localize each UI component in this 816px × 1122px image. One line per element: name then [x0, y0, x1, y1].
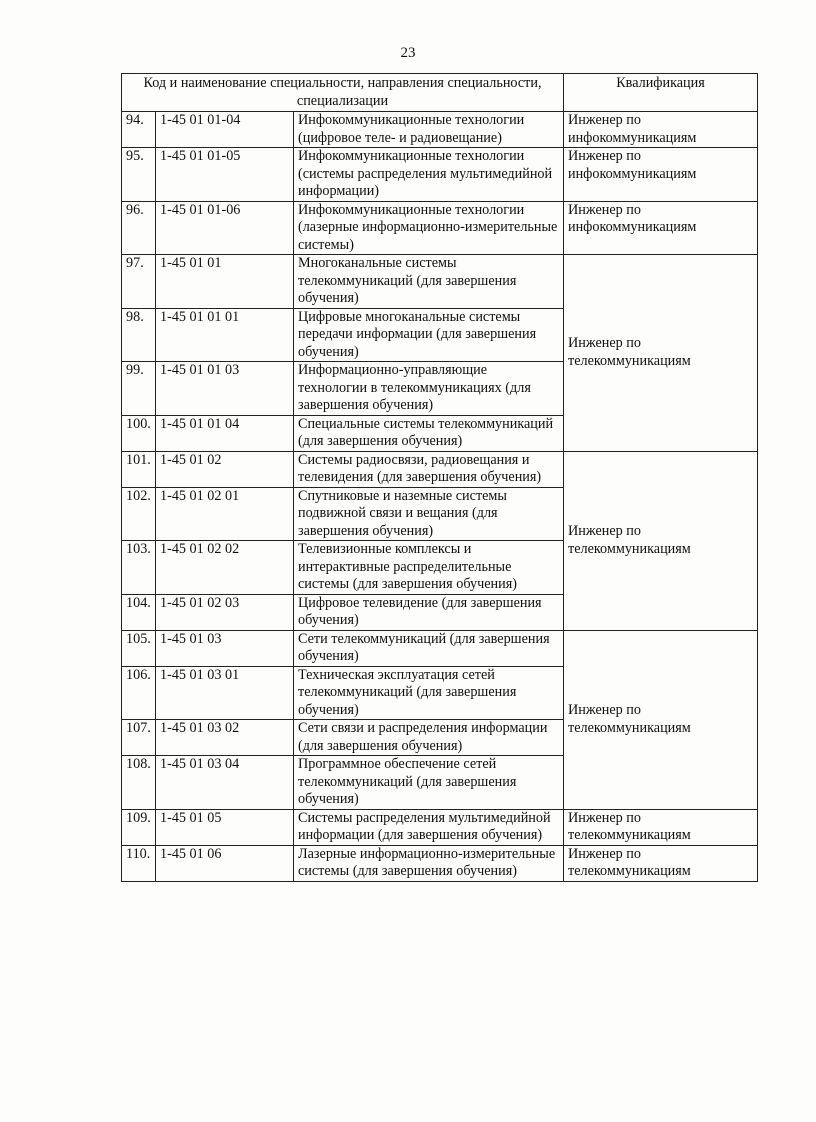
specialty-code: 1-45 01 03 01	[156, 666, 294, 720]
specialty-name: Инфокоммуникационные технологии (лазерные информационно-измерительные системы)	[294, 201, 564, 255]
qualification: Инженер по телекоммуникациям	[564, 451, 758, 630]
row-number: 108.	[122, 756, 156, 810]
page-number: 23	[400, 45, 416, 61]
row-number: 98.	[122, 308, 156, 362]
specialty-code: 1-45 01 03	[156, 630, 294, 666]
row-number: 95.	[122, 148, 156, 202]
row-number: 96.	[122, 201, 156, 255]
row-number: 104.	[122, 594, 156, 630]
specialty-code: 1-45 01 05	[156, 809, 294, 845]
specialty-name: Спутниковые и наземные системы подвижной связи и вещания (для завершения обучения)	[294, 487, 564, 541]
row-number: 100.	[122, 415, 156, 451]
table-row	[122, 255, 758, 309]
specialty-code: 1-45 01 02 01	[156, 487, 294, 541]
table-row	[122, 845, 758, 881]
specialty-name: Информационно-управляющие технологии в телекоммуникациях (для завершения обучения)	[294, 362, 564, 416]
specialty-name: Телевизионные комплексы и интерактивные распределительные системы (для завершения обучения)	[294, 541, 564, 595]
specialty-code: 1-45 01 06	[156, 845, 294, 881]
specialty-table	[121, 73, 758, 882]
table-row	[122, 148, 758, 202]
specialty-name: Цифровые многоканальные системы передачи информации (для завершения обучения)	[294, 308, 564, 362]
specialty-code: 1-45 01 01 04	[156, 415, 294, 451]
row-number: 97.	[122, 255, 156, 309]
specialty-code: 1-45 01 02 03	[156, 594, 294, 630]
specialty-code: 1-45 01 01-06	[156, 201, 294, 255]
table-row	[122, 201, 758, 255]
specialty-name: Специальные системы телекоммуникаций (для завершения обучения)	[294, 415, 564, 451]
row-number: 107.	[122, 720, 156, 756]
qualification: Инженер по телекоммуникациям	[564, 630, 758, 809]
row-number: 109.	[122, 809, 156, 845]
header-qualification: Квалификация	[564, 74, 758, 112]
row-number: 102.	[122, 487, 156, 541]
specialty-code: 1-45 01 03 02	[156, 720, 294, 756]
specialty-code: 1-45 01 01	[156, 255, 294, 309]
specialty-name: Системы радиосвязи, радиовещания и телевидения (для завершения обучения)	[294, 451, 564, 487]
specialty-code: 1-45 01 01 03	[156, 362, 294, 416]
specialty-code: 1-45 01 02	[156, 451, 294, 487]
row-number: 106.	[122, 666, 156, 720]
qualification: Инженер по телекоммуникациям	[564, 809, 758, 845]
specialty-code: 1-45 01 01 01	[156, 308, 294, 362]
qualification: Инженер по инфокоммуникациям	[564, 112, 758, 148]
specialty-code: 1-45 01 01-04	[156, 112, 294, 148]
row-number: 101.	[122, 451, 156, 487]
specialty-name: Техническая эксплуатация сетей телекоммуникаций (для завершения обучения)	[294, 666, 564, 720]
specialty-name: Системы распределения мультимедийной информации (для завершения обучения)	[294, 809, 564, 845]
qualification: Инженер по телекоммуникациям	[564, 255, 758, 452]
row-number: 94.	[122, 112, 156, 148]
specialty-code: 1-45 01 03 04	[156, 756, 294, 810]
specialty-name: Сети телекоммуникаций (для завершения обучения)	[294, 630, 564, 666]
qualification: Инженер по телекоммуникациям	[564, 845, 758, 881]
specialty-name: Инфокоммуникационные технологии (цифровое теле- и радиовещание)	[294, 112, 564, 148]
specialty-name: Программное обеспечение сетей телекоммуникаций (для завершения обучения)	[294, 756, 564, 810]
specialty-name: Многоканальные системы телекоммуникаций (для завершения обучения)	[294, 255, 564, 309]
table-row	[122, 809, 758, 845]
table-row	[122, 451, 758, 487]
specialty-name: Лазерные информационно-измерительные системы (для завершения обучения)	[294, 845, 564, 881]
qualification: Инженер по инфокоммуникациям	[564, 148, 758, 202]
qualification: Инженер по инфокоммуникациям	[564, 201, 758, 255]
header-specialty: Код и наименование специальности, направления специальности, специализации	[122, 74, 564, 112]
specialty-name: Сети связи и распределения информации (для завершения обучения)	[294, 720, 564, 756]
row-number: 99.	[122, 362, 156, 416]
row-number: 105.	[122, 630, 156, 666]
specialty-code: 1-45 01 02 02	[156, 541, 294, 595]
table-row	[122, 112, 758, 148]
table-row	[122, 630, 758, 666]
specialty-name: Цифровое телевидение (для завершения обучения)	[294, 594, 564, 630]
table-header-row	[122, 74, 758, 112]
specialty-name: Инфокоммуникационные технологии (системы распределения мультимедийной информации)	[294, 148, 564, 202]
row-number: 103.	[122, 541, 156, 595]
specialty-code: 1-45 01 01-05	[156, 148, 294, 202]
row-number: 110.	[122, 845, 156, 881]
